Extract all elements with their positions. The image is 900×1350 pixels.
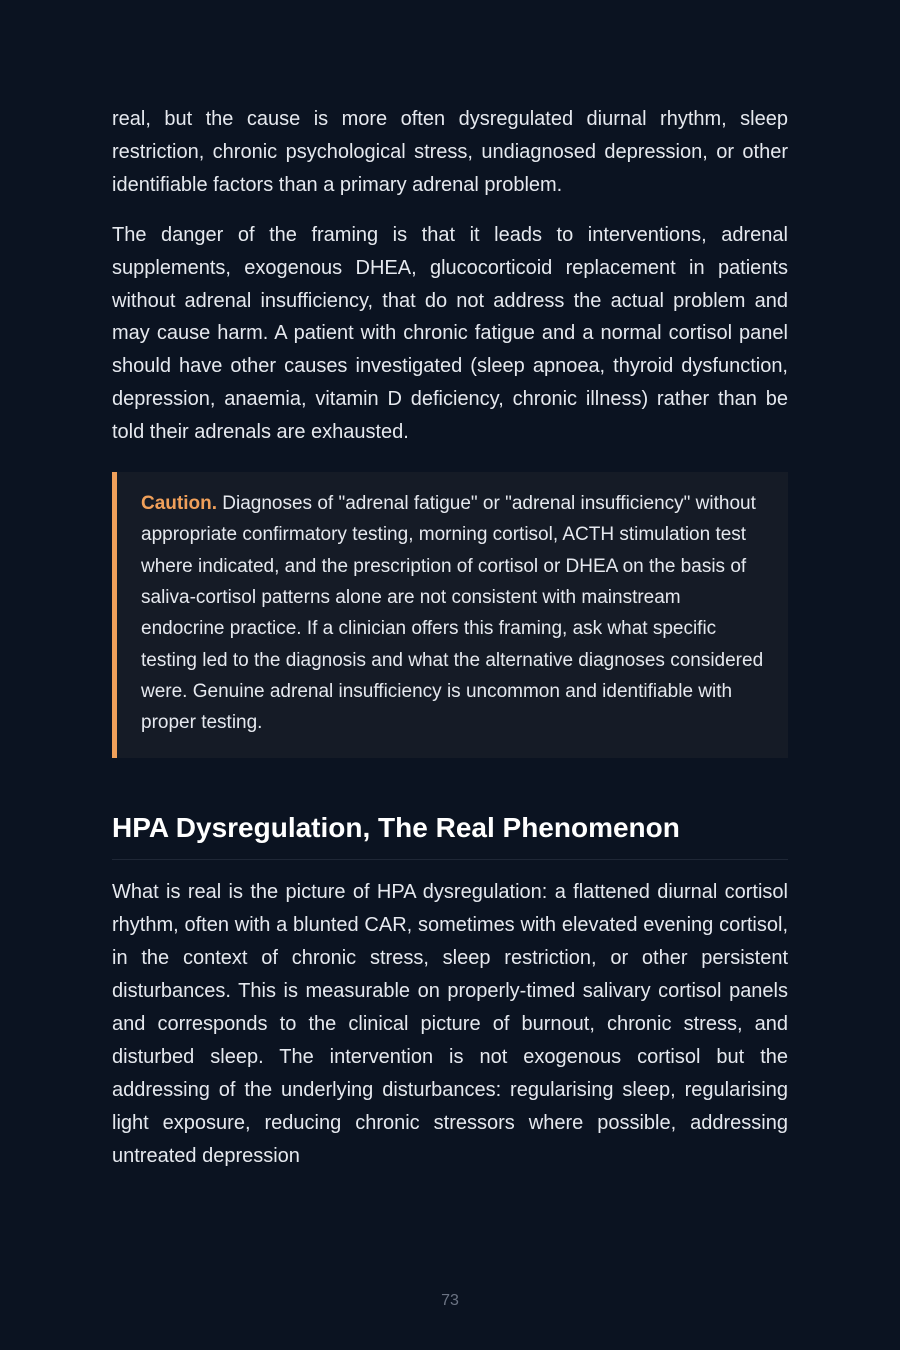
section-body <box>112 876 788 1172</box>
caution-body: Diagnoses of "adrenal fatigue" or "adrenal insufficiency" without appropriate confirmatory testing, morning cortisol, ACTH stimulation test where indicated, and the prescription of cortisol or DHEA on the basis of saliva-cortisol patterns alone are not consistent with mainstream endocrine practice. If a clinician offers this framing, ask what specific testing led to the diagnosis and what the alternative diagnoses considered were. Genuine adrenal insufficiency is uncommon and identifiable with proper testing. <box>141 493 764 734</box>
paragraph-hpa-dysregulation: What is real is the picture of HPA dysregulation: a flattened diurnal cortisol rhythm, often with a blunted CAR, sometimes with elevated evening cortisol, in the context of chronic stress, sleep restriction, or other persistent disturbances. This is measurable on properly-timed salivary cortisol panels and corresponds to the clinical picture of burnout, chronic stress, and disturbed sleep. The intervention is not exogenous cortisol but the addressing of the underlying disturbances: regularising sleep, regularising light exposure, reducing chronic stressors where possible, addressing untreated depression <box>112 881 788 1167</box>
caution-callout <box>112 472 788 758</box>
caution-text <box>141 488 764 738</box>
page-content <box>112 103 788 1190</box>
paragraph-framing-danger: The danger of the framing is that it leads to interventions, adrenal supplements, exogenous DHEA, glucocorticoid replacement in patients without adrenal insufficiency, that do not address the actual problem and may cause harm. A patient with chronic fatigue and a normal cortisol panel should have other causes investigated (sleep apnoea, thyroid dysfunction, depression, anaemia, vitamin D deficiency, chronic illness) rather than be told their adrenals are exhausted. <box>112 223 788 444</box>
paragraph-continuation: real, but the cause is more often dysregulated diurnal rhythm, sleep restriction, chronic psychological stress, undiagnosed depression, or other identifiable factors than a primary adrenal problem. <box>112 108 788 196</box>
section-heading: HPA Dysregulation, The Real Phenomenon <box>112 810 788 860</box>
caution-label: Caution. <box>141 493 217 515</box>
page-number: 73 <box>441 1292 459 1309</box>
